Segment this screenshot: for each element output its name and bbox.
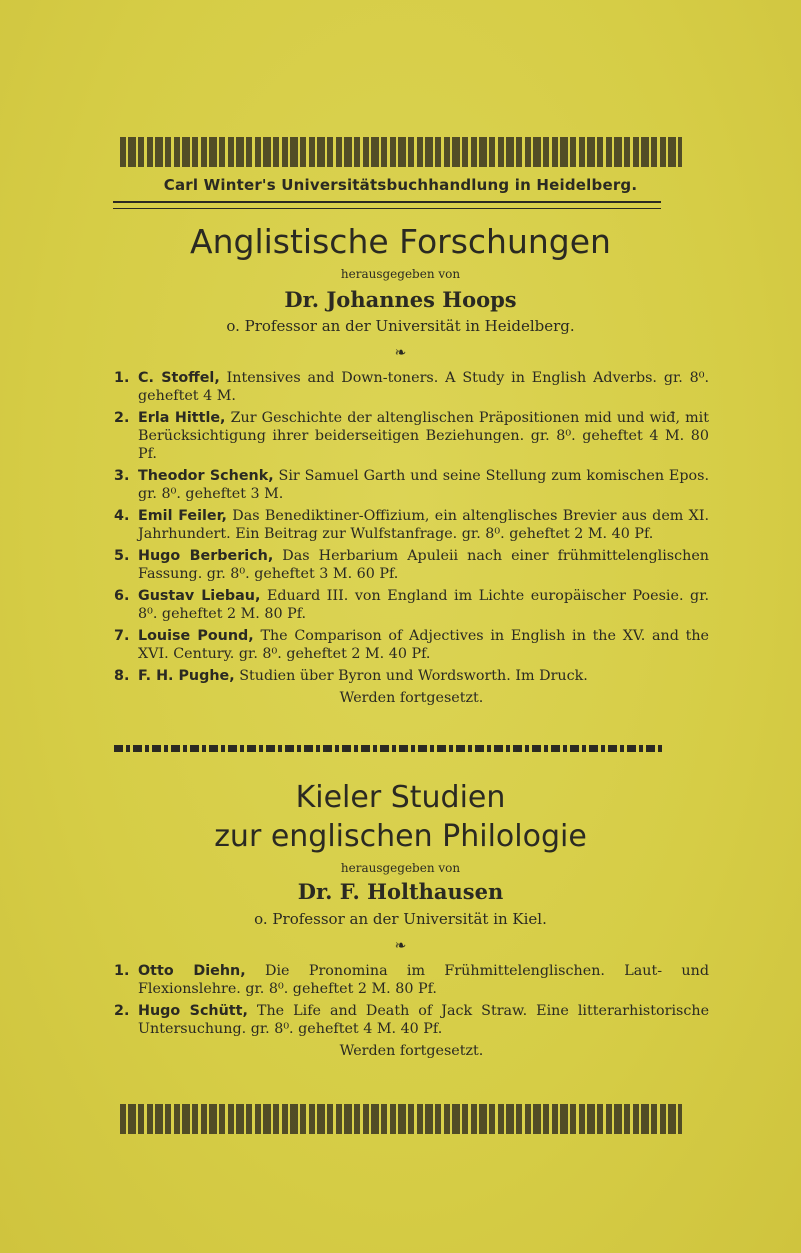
item-text: Studien über Byron und Wordsworth. Im Druck. [239, 668, 588, 684]
series1-item: 3. Theodor Schenk, Sir Samuel Garth und seine Stellung zum komischen Epos. gr. 8⁰. geheftet 3 M. [114, 468, 709, 502]
item-author: C. Stoffel, [138, 370, 220, 386]
item-author: Theodor Schenk, [138, 468, 274, 484]
series1-item: 5. Hugo Berberich, Das Herbarium Apuleii nach einer frühmittelenglischen Fassung. gr. 8⁰. geheftet 3 M. 60 Pf. [114, 548, 709, 582]
series1-item: 1. C. Stoffel, Intensives and Down-toners. A Study in English Adverbs. gr. 8⁰. geheftet 4 M. [114, 370, 709, 404]
series1-fleuron-icon: ❧ [394, 345, 407, 361]
item-text: Das Herbarium Apuleii nach einer frühmittelenglischen Fassung. gr. 8⁰. geheftet 3 M. 60 Pf. [138, 548, 709, 582]
item-text: Eduard III. von England im Lichte europäischer Poesie. gr. 8⁰. geheftet 2 M. 80 Pf. [138, 588, 710, 622]
section-divider-ornament [114, 745, 662, 752]
item-text: The Life and Death of Jack Straw. Eine litterarhistorische Untersuchung. gr. 8⁰. geheftet 4 M. 40 Pf. [138, 1003, 710, 1037]
series2-fleuron-icon: ❧ [394, 938, 407, 954]
top-ornament-band [120, 137, 682, 167]
series2-affiliation: o. Professor an der Universität in Kiel. [254, 910, 547, 928]
series1-item: 6. Gustav Liebau, Eduard III. von England im Lichte europäischer Poesie. gr. 8⁰. geheftet 2 M. 80 Pf. [114, 588, 710, 622]
item-author: F. H. Pughe, [138, 668, 235, 684]
item-author: Louise Pound, [138, 628, 254, 644]
series2-title-line1: Kieler Studien [295, 780, 506, 815]
series2-continuation: Werden fortgesetzt. [339, 1043, 484, 1059]
item-author: Otto Diehn, [138, 963, 246, 979]
item-author: Emil Feiler, [138, 508, 227, 524]
series1-editor: Dr. Johannes Hoops [284, 287, 517, 312]
item-text: Das Benediktiner-Offizium, ein altenglisches Brevier aus dem XI. Jahrhundert. Ein Beitrag zur Wulfstanfrage. gr. 8⁰. geheftet 2 M. 40 Pf. [138, 508, 710, 542]
series2-edited-by: herausgegeben von [340, 861, 461, 875]
item-text: Zur Geschichte der altenglischen Präpositionen mid und wiđ, mit Berücksichtigung ihrer beiderseitigen Beziehungen. gr. 8⁰. geheftet 4 M. 80 Pf. [138, 410, 709, 462]
series1-list [114, 369, 709, 707]
series1-item: 2. Erla Hittle, Zur Geschichte der altenglischen Präpositionen mid und wiđ, mit Berücksichtigung ihrer beiderseitigen Beziehungen. gr. 8⁰. geheftet 4 M. 80 Pf. [114, 410, 709, 462]
series1-item: 8. F. H. Pughe, Studien über Byron und Wordsworth. Im Druck. [114, 668, 588, 684]
item-author: Hugo Berberich, [138, 548, 274, 564]
item-author: Gustav Liebau, [138, 588, 261, 604]
item-author: Erla Hittle, [138, 410, 226, 426]
header-double-rule [113, 201, 661, 209]
item-text: Intensives and Down-toners. A Study in English Adverbs. gr. 8⁰. geheftet 4 M. [138, 370, 709, 404]
series1-affiliation: o. Professor an der Universität in Heidelberg. [226, 317, 575, 335]
item-author: Hugo Schütt, [138, 1003, 248, 1019]
series2-item: 2. Hugo Schütt, The Life and Death of Jack Straw. Eine litterarhistorische Untersuchung. gr. 8⁰. geheftet 4 M. 40 Pf. [114, 1003, 710, 1037]
series1-item: 4. Emil Feiler, Das Benediktiner-Offizium, ein altenglisches Brevier aus dem XI. Jahrhundert. Ein Beitrag zur Wulfstanfrage. gr. 8⁰. geheftet 2 M. 40 Pf. [114, 508, 710, 542]
series2-editor: Dr. F. Holthausen [297, 879, 504, 904]
series1-continuation: Werden fortgesetzt. [339, 690, 484, 706]
series2-item: 1. Otto Diehn, Die Pronomina im Frühmittelenglischen. Laut- und Flexionslehre. gr. 8⁰. geheftet 2 M. 80 Pf. [114, 963, 709, 997]
series1-item: 7. Louise Pound, The Comparison of Adjectives in English in the XV. and the XVI. Century. gr. 8⁰. geheftet 2 M. 40 Pf. [114, 628, 709, 662]
series1-edited-by: herausgegeben von [340, 267, 461, 281]
item-text: The Comparison of Adjectives in English in the XV. and the XVI. Century. gr. 8⁰. geheftet 2 M. 40 Pf. [138, 628, 709, 662]
bottom-ornament-band [120, 1104, 682, 1134]
item-text: Sir Samuel Garth und seine Stellung zum komischen Epos. gr. 8⁰. geheftet 3 M. [138, 468, 709, 502]
item-text: Die Pronomina im Frühmittelenglischen. Laut- und Flexionslehre. gr. 8⁰. geheftet 2 M. 80 Pf. [138, 963, 709, 997]
publisher-line: Carl Winter's Universitätsbuchhandlung in Heidelberg. [163, 176, 638, 194]
series2-list [114, 962, 709, 1060]
series1-title: Anglistische Forschungen [190, 222, 611, 261]
series2-title-line2: zur englischen Philologie [214, 819, 587, 854]
